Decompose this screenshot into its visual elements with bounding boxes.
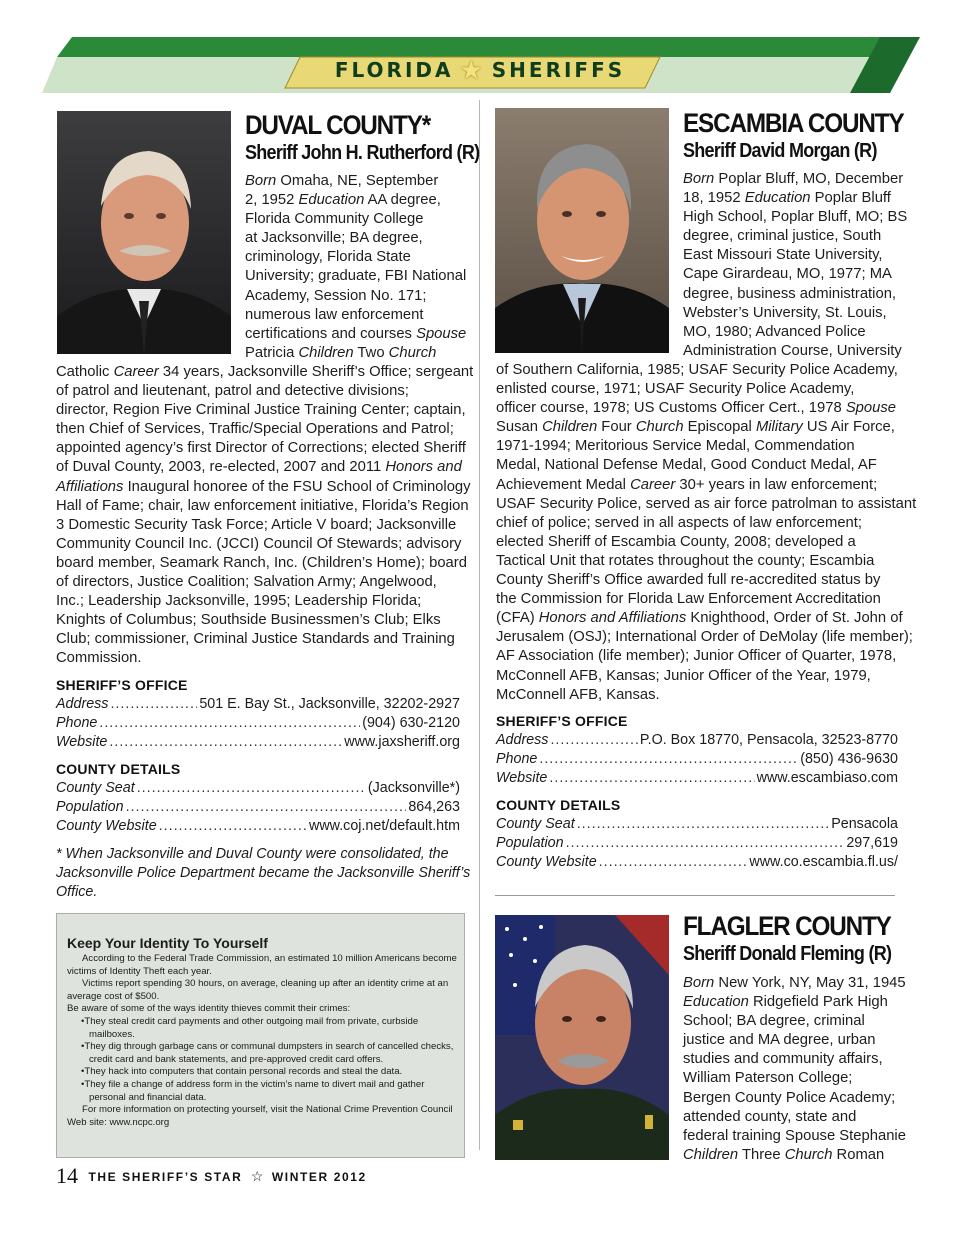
bio-line: appointed agency’s first Director of Corrections; elected Sheriff [56,440,466,457]
bio-line: elected Sheriff of Escambia County, 2008; developed a [496,533,856,550]
bio-line: Affiliations Inaugural honoree of the FSU School of Criminology [56,478,471,495]
bio-line: Born New York, NY, May 31, 1945 [683,975,906,991]
bio-line: degree, criminal justice, South [683,228,882,245]
dot-leader [550,731,637,750]
info-row [496,834,898,853]
bio-line: federal training Spouse Stephanie [683,1127,906,1144]
bio-line: University; graduate, FBI National [245,268,467,285]
bio-line: Administration Course, University [683,342,902,359]
bio-line: chief of police; served in all aspects of law enforcement; [496,514,862,531]
info-value: (850) 436-9630 [800,751,898,768]
bio-line: numerous law enforcement [245,306,424,323]
duval-sheriff-photo [57,111,231,354]
bio-line: 3 Domestic Security Task Force; Article V board; Jacksonville [56,516,457,533]
info-value: 864,263 [408,799,460,816]
flagler-county-heading: FLAGLER COUNTY [683,911,891,941]
info-value: www.escambiaso.com [756,770,898,787]
info-value: Pensacola [831,816,898,832]
sidebar-paragraph: According to the Federal Trade Commission, an estimated 10 million Americans become victims of Identity Theft each year. [67,953,457,977]
duval-bio-wide [56,363,476,669]
duval-office-list [56,695,460,753]
dot-leader [159,817,307,836]
info-value: (Jacksonville*) [367,780,460,796]
dot-leader [99,714,360,733]
sheriff-portrait-icon [495,915,669,1160]
bio-line: criminology, Florida State [245,249,411,266]
bio-line: justice and MA degree, urban [683,1032,876,1049]
bio-line: Webster’s University, St. Louis, [683,304,887,321]
info-value: www.jaxsheriff.org [344,734,460,751]
info-row [496,750,898,769]
bio-line: AF Association (life member); Junior Officer of Quarter, 1978, [496,648,897,665]
dot-leader [599,853,748,872]
bio-line: officer course, 1978; US Customs Officer Cert., 1978 Spouse [496,400,896,417]
flagler-bio-narrow [683,974,913,1165]
escambia-bio-narrow [683,170,913,361]
bio-line: Commission. [56,650,142,667]
info-row [496,731,898,750]
sidebar-paragraph: •They steal credit card payments and other outgoing mail from private, curbside mailboxes. [81,1015,419,1040]
escambia-details-list [496,815,898,873]
page-footer [56,1163,367,1189]
dot-leader [577,815,830,834]
info-value: www.co.escambia.fl.us/ [749,854,898,871]
bio-line: (CFA) Honors and Affiliations Knighthood, Order of St. John of [496,610,903,627]
bio-line: Susan Children Four Church Episcopal Military US Air Force, [496,419,895,436]
dot-leader [539,750,798,769]
escambia-sheriff-photo [495,108,669,353]
bio-line: Knights of Columbus; Southside Businessmen’s Club; Elks [56,612,441,629]
bio-line: Cape Girardeau, MO, 1977; MA [683,266,892,283]
duval-bio-narrow [245,172,470,363]
bio-line: Inc.; Leadership Jacksonville, 1995; Leadership Florida; [56,593,422,610]
info-value: P.O. Box 18770, Pensacola, 32523-8770 [639,732,898,748]
info-row [496,769,898,788]
bio-line: Bergen County Police Academy; [683,1089,896,1106]
bio-line: at Jacksonville; BA degree, [245,230,423,247]
flagler-sheriff-photo [495,915,669,1160]
bio-line: Florida Community College [245,211,424,228]
info-value: 501 E. Bay St., Jacksonville, 32202-2927 [199,696,460,712]
bio-line: 1971-1994; Meritorious Service Medal, Commendation [496,438,855,455]
sidebar-paragraph: •They dig through garbage cans or communal dumpsters in search of cancelled checks, credit card and bank statements, and pre-approved credit card offers. [81,1041,454,1065]
bio-line: Community Council Inc. (JCCI) Council Of Stewards; advisory [56,535,462,552]
page-number: 14 [56,1163,78,1188]
info-label: County Website [496,854,597,871]
bio-line: board member, Seamark Ranch, Inc. (Children’s Home); board [56,554,467,571]
issue-date: WINTER 2012 [271,1170,367,1184]
escambia-sheriff-name: Sheriff David Morgan (R) [683,140,877,162]
sidebar-paragraph: For more information on protecting yourself, visit the National Crime Prevention Council Web site: www.ncpc.org [67,1104,453,1128]
bio-line: East Missouri State University, [683,247,883,264]
bio-line: Education Ridgefield Park High [683,994,888,1011]
sheriff-portrait-icon [57,111,231,354]
escambia-county-heading: ESCAMBIA COUNTY [683,108,904,138]
info-label: Address [56,696,109,712]
bio-line: USAF Security Police, served as air force patrolman to assistant [496,495,917,512]
info-label: County Website [56,818,157,835]
bio-line: certifications and courses Spouse [245,325,467,342]
info-row [56,733,460,752]
star-outline-icon: ☆ [250,1168,264,1184]
bio-line: William Paterson College; [683,1070,853,1087]
duval-details-heading: COUNTY DETAILS [56,761,181,777]
column-divider [479,100,480,1150]
bio-line: of patrol and lieutenant, patrol and detective divisions; [56,383,409,400]
bio-line: Tactical Unit that rotates throughout the county; Escambia [496,552,875,569]
duval-sheriff-name: Sheriff John H. Rutherford (R) [245,142,480,164]
sidebar-body [67,953,459,1129]
bio-line: MO, 1980; Advanced Police [683,323,866,340]
duval-footnote: * When Jacksonville and Duval County were consolidated, the Jacksonville Police Department became the Jacksonville Sheriff’s Office. [56,846,471,900]
info-row [496,853,898,872]
bio-line: Catholic Career 34 years, Jacksonville Sheriff’s Office; sergeant [56,364,474,380]
info-label: Website [496,770,548,787]
bio-line: Hall of Fame; chair, law enforcement initiative, Florida’s Region [56,497,469,514]
info-value: (904) 630-2120 [362,715,460,732]
dot-leader [137,779,366,798]
bio-line: McConnell AFB, Kansas; Junior Officer of the Year, 1979, [496,667,871,684]
bio-line: of Duval County, 2003, re-elected, 2007 and 2011 Honors and [56,459,462,476]
bio-line: of directors, Justice Coalition; Salvation Army; Angelwood, [56,574,437,591]
dot-leader [566,834,845,853]
info-row [56,714,460,733]
bio-line: degree, business administration, [683,285,897,302]
bio-line: attended county, state and [683,1108,857,1125]
bio-line: McConnell AFB, Kansas. [496,686,660,703]
bio-line: then Chief of Services, Traffic/Special Operations and Patrol; [56,421,454,438]
sidebar-paragraph: •They hack into computers that contain personal records and steal the data. [81,1066,403,1078]
sidebar-paragraph: Be aware of some of the ways identity thieves commit their crimes: [67,1003,351,1015]
dot-leader [549,769,754,788]
dot-leader [110,695,197,714]
info-row [56,779,460,798]
info-label: County Seat [496,816,575,832]
bio-line: 18, 1952 Education Poplar Bluff [683,190,891,207]
bio-line: Children Three Church Roman [683,1146,885,1163]
info-label: Population [56,799,124,816]
info-label: Phone [496,751,538,768]
info-value: www.coj.net/default.htm [309,818,460,835]
bio-line: 2, 1952 Education AA degree, [245,192,441,209]
bio-line: Academy, Session No. 171; [245,287,427,304]
sidebar-title: Keep Your Identity To Yourself [67,935,268,951]
duval-county-heading: DUVAL COUNTY* [245,110,431,140]
info-label: Website [56,734,108,751]
bio-line: Born Poplar Bluff, MO, December [683,171,904,187]
escambia-office-list [496,731,898,789]
bio-line: School; BA degree, criminal [683,1013,865,1030]
bio-line: Born Omaha, NE, September [245,173,439,189]
escambia-office-heading: SHERIFF’S OFFICE [496,713,628,729]
flagler-sheriff-name: Sheriff Donald Fleming (R) [683,943,892,965]
bio-line: director, Region Five Criminal Justice Training Center; captain, [56,402,466,419]
sidebar-paragraph: •They file a change of address form in the victim’s name to divert mail and gather personal and financial data. [81,1078,425,1103]
bio-line: the Commission for Florida Law Enforcement Accreditation [496,591,881,608]
bio-line: Medal, National Defense Medal, Good Conduct Medal, AF [496,457,877,474]
duval-details-list [56,779,460,837]
section-divider [495,895,895,896]
info-row [56,817,460,836]
bio-line: of Southern California, 1985; USAF Security Police Academy, [496,362,898,378]
magazine-name: THE SHERIFF’S STAR [88,1170,243,1184]
banner-title: FLORIDA ★ SHERIFFS [334,56,626,86]
bio-line: enlisted course, 1971; USAF Security Police Academy, [496,381,855,398]
sheriff-portrait-icon [495,108,669,353]
info-label: Phone [56,715,98,732]
bio-line: County Sheriff’s Office awarded full re-accredited status by [496,572,881,589]
bio-line: Patricia Children Two Church [245,344,437,361]
bio-line: Club; commissioner, Criminal Justice Standards and Training [56,631,455,648]
escambia-details-heading: COUNTY DETAILS [496,797,621,813]
bio-line: studies and community affairs, [683,1051,883,1068]
info-row [56,798,460,817]
bio-line: Jerusalem (OSJ); International Order of DeMolay (life member); [496,629,913,646]
dot-leader [126,798,407,817]
info-label: Population [496,835,564,852]
star-icon: ★ [459,56,486,86]
dot-leader [109,733,342,752]
info-value: 297,619 [846,835,898,852]
info-label: County Seat [56,780,135,796]
duval-office-heading: SHERIFF’S OFFICE [56,677,188,693]
info-label: Address [496,732,549,748]
escambia-bio-wide [496,361,921,705]
info-row [56,695,460,714]
sidebar-paragraph: Victims report spending 30 hours, on average, cleaning up after an identity crime at an average cost of $500. [67,978,449,1002]
bio-line: High School, Poplar Bluff, MO; BS [683,209,908,226]
info-row [496,815,898,834]
bio-line: Achievement Medal Career 30+ years in law enforcement; [496,476,878,493]
